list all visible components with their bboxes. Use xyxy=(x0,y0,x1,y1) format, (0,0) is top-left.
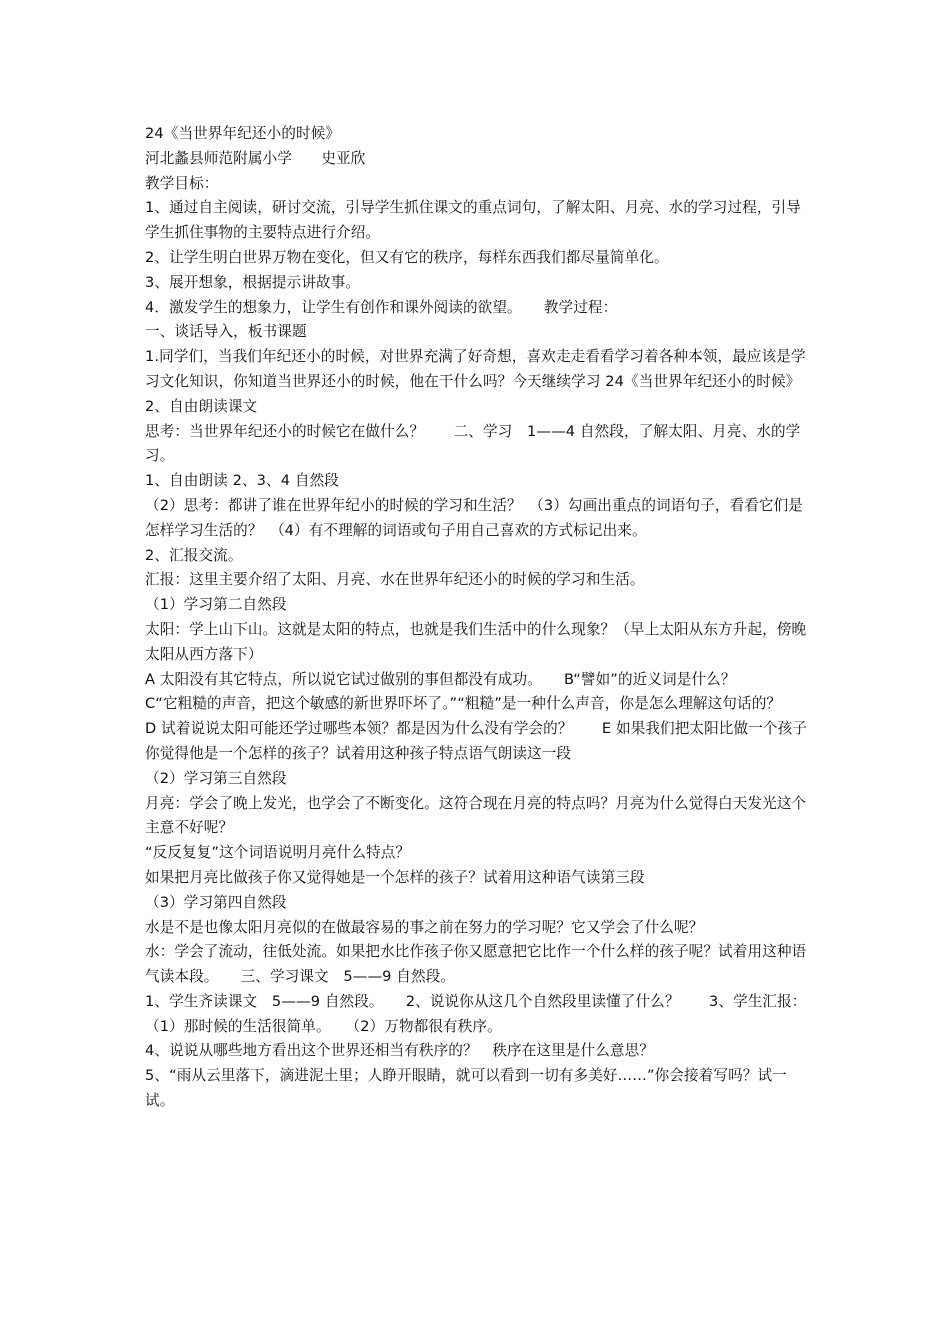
paragraph: 4、说说从哪些地方看出这个世界还相当有秩序的？ 秩序在这里是什么意思？ xyxy=(145,1042,654,1060)
paragraph: 汇报：这里主要介绍了太阳、月亮、水在世界年纪还小的时候的学习和生活。 xyxy=(145,571,645,589)
paragraph: （3）学习第四自然段 xyxy=(145,893,287,911)
paragraph: （1）那时候的生活很简单。 （2）万物都很有秩序。 xyxy=(145,1017,502,1035)
paragraph: D 试着说说太阳可能还学过哪些本领？都是因为什么没有学会的？ E 如果我们把太阳比做一个孩子你觉得他是一个怎样的孩子？试着用这种孩子特点语气朗读这一段 xyxy=(145,720,807,762)
paragraph: 2、汇报交流。 xyxy=(145,546,243,564)
paragraph: 3、展开想象，根据提示讲故事。 xyxy=(145,273,361,291)
paragraph: 1、学生齐读课文 5——9 自然段。 2、说说你从这几个自然段里读懂了什么？ 3、学生汇报： xyxy=(145,992,807,1010)
paragraph: （1）学习第二自然段 xyxy=(145,596,287,614)
paragraph: 2、自由朗读课文 xyxy=(145,397,258,415)
paragraph: C“它粗糙的声音，把这个敏感的新世界吓坏了。”“粗糙”是一种什么声音，你是怎么理解这句话的？ xyxy=(145,695,782,713)
document-title: 24《当世界年纪还小的时候》 xyxy=(145,125,341,142)
paragraph: 一、谈话导入，板书课题 xyxy=(145,323,307,341)
paragraph: 2、让学生明白世界万物在变化，但又有它的秩序，每样东西我们都尽量简单化。 xyxy=(145,248,669,266)
paragraph: 1、通过自主阅读，研讨交流，引导学生抓住课文的重点词句，了解太阳、月亮、水的学习过程，引导学生抓住事物的主要特点进行介绍。 xyxy=(145,199,801,242)
paragraph: （2）思考：都讲了谁在世界年纪小的时候的学习和生活？ （3）勾画出重点的词语句子，看看它们是怎样学习生活的？ （4）有不理解的词语或句子用自己喜欢的方式标记出来。 xyxy=(145,496,803,539)
document-body xyxy=(145,122,815,1114)
paragraph: 思考：当世界年纪还小的时候它在做什么？ 二、学习 1——4 自然段，了解太阳、月亮、水的学习。 xyxy=(145,422,801,465)
author-line: 河北蠡县师范附属小学 史亚欣 xyxy=(145,149,366,167)
paragraph: 1.同学们，当我们年纪还小的时候，对世界充满了好奇想，喜欢走走看看学习着各种本领，最应该是学习文化知识，你知道当世界还小的时候，他在干什么吗？今天继续学习 24《当世界年纪还小的时候》 xyxy=(145,348,806,390)
paragraph: 1、自由朗读 2、3、4 自然段 xyxy=(145,472,339,490)
paragraph: 5、“雨从云里落下，滴进泥土里；人睁开眼睛，就可以看到一切有多美好……”你会接着写吗？试一试。 xyxy=(145,1067,787,1110)
paragraph: 太阳：学上山下山。这就是太阳的特点，也就是我们生活中的什么现象？（早上太阳从东方升起，傍晚太阳从西方落下） xyxy=(145,620,807,663)
paragraph: 如果把月亮比做孩子你又觉得她是一个怎样的孩子？试着用这种语气读第三段 xyxy=(145,868,645,886)
paragraph: （2）学习第三自然段 xyxy=(145,769,287,787)
paragraph: A 太阳没有其它特点，所以说它试过做别的事但都没有成功。 B“譬如”的近义词是什么？ xyxy=(145,670,736,688)
paragraph: 水是不是也像太阳月亮似的在做最容易的事之前在努力的学习呢？它又学会了什么呢？ xyxy=(145,918,704,936)
paragraph: “反反复复”这个词语说明月亮什么特点？ xyxy=(145,844,411,862)
paragraph: 月亮：学会了晚上发光，也学会了不断变化。这符合现在月亮的特点吗？月亮为什么觉得白天发光这个主意不好呢？ xyxy=(145,794,807,837)
paragraph: 水：学会了流动，往低处流。如果把水比作孩子你又愿意把它比作一个什么样的孩子呢？试着用这种语气读本段。 三、学习课文 5——9 自然段。 xyxy=(145,943,807,986)
paragraph: 教学目标： xyxy=(145,174,219,192)
paragraph: 4．激发学生的想象力，让学生有创作和课外阅读的欲望。 教学过程： xyxy=(145,298,618,316)
